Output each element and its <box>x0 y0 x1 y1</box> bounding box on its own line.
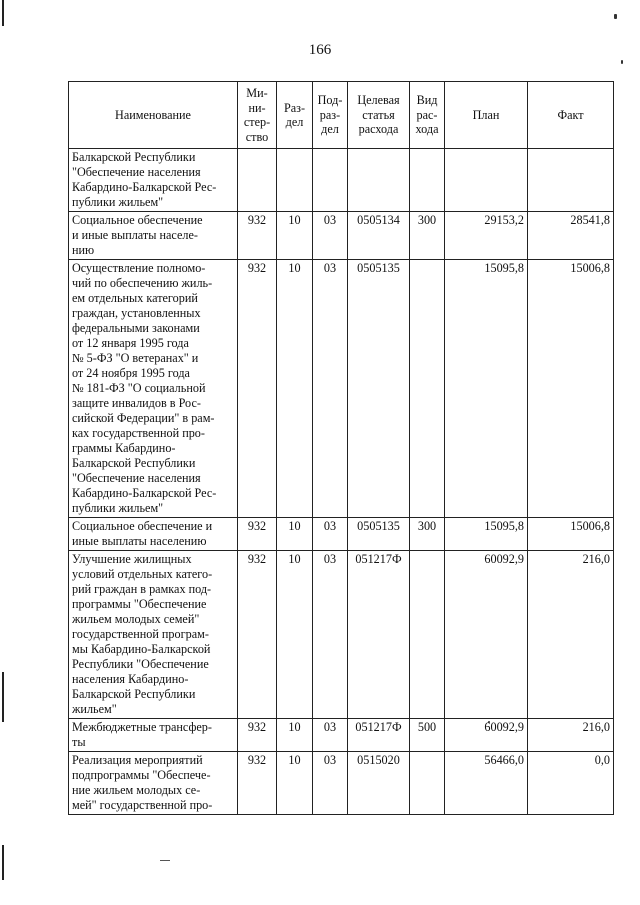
cell-expense-type: 500 <box>410 719 445 752</box>
cell-subsection: 03 <box>313 719 348 752</box>
cell-expense-type <box>410 752 445 815</box>
page-number: 166 <box>308 42 332 58</box>
cell-target: 0505135 <box>348 260 410 518</box>
scan-speck <box>621 60 623 64</box>
cell-section: 10 <box>277 551 313 719</box>
budget-table <box>68 81 614 815</box>
cell-expense-type <box>410 260 445 518</box>
cell-fact <box>528 149 614 212</box>
cell-subsection: 03 <box>313 551 348 719</box>
cell-target: 0505134 <box>348 212 410 260</box>
cell-plan: 60092,9 <box>445 719 528 752</box>
scan-margin-mark <box>2 0 4 26</box>
header-fact: Факт <box>528 82 614 149</box>
cell-section <box>277 149 313 212</box>
cell-name: Осуществление полномо- чий по обеспечению жиль- ем отдельных категорий граждан, установленных федеральными законами от 12 января 1995 года № 5-ФЗ "О ветеранах" и от 24 ноября 1995 года № 181-ФЗ "О социальной защите инвалидов в Рос- сийской Федерации" в рам- ках государственной про- граммы Кабардино- Балкарской Республики "Обеспечение населения Кабардино-Балкарской Рес- публики жильем" <box>69 260 238 518</box>
cell-name: Улучшение жилищных условий отдельных катего- рий граждан в рамках под- программы "Обеспечение жильем молодых семей" государственной програм- мы Кабардино-Балкарской Республики "Обеспечение населения Кабардино- Балкарской Республики жильем" <box>69 551 238 719</box>
cell-plan: 15095,8 <box>445 260 528 518</box>
cell-expense-type: 300 <box>410 518 445 551</box>
cell-subsection <box>313 149 348 212</box>
cell-expense-type <box>410 149 445 212</box>
cell-expense-type: 300 <box>410 212 445 260</box>
header-plan: План <box>445 82 528 149</box>
table-row <box>69 551 614 719</box>
cell-ministry: 932 <box>238 518 277 551</box>
table-row <box>69 518 614 551</box>
cell-ministry: 932 <box>238 212 277 260</box>
table-row <box>69 719 614 752</box>
cell-plan: 15095,8 <box>445 518 528 551</box>
cell-plan: 56466,0 <box>445 752 528 815</box>
table-row <box>69 260 614 518</box>
cell-fact: 0,0 <box>528 752 614 815</box>
table-row <box>69 212 614 260</box>
cell-ministry: 932 <box>238 260 277 518</box>
cell-section: 10 <box>277 518 313 551</box>
header-ministry: Ми- ни- стер- ство <box>238 82 277 149</box>
cell-fact: 28541,8 <box>528 212 614 260</box>
cell-name: Социальное обеспечение и иные выплаты населе- нию <box>69 212 238 260</box>
cell-plan: 60092,9 <box>445 551 528 719</box>
cell-section: 10 <box>277 260 313 518</box>
cell-subsection: 03 <box>313 518 348 551</box>
cell-expense-type <box>410 551 445 719</box>
scan-margin-mark <box>2 672 4 722</box>
cell-fact: 216,0 <box>528 551 614 719</box>
cell-ministry: 932 <box>238 752 277 815</box>
cell-name: Социальное обеспечение и иные выплаты населению <box>69 518 238 551</box>
cell-section: 10 <box>277 752 313 815</box>
scan-margin-mark <box>2 845 4 880</box>
cell-ministry <box>238 149 277 212</box>
cell-ministry: 932 <box>238 719 277 752</box>
header-subsection: Под- раз- дел <box>313 82 348 149</box>
cell-name: Межбюджетные трансфер- ты <box>69 719 238 752</box>
cell-target: 051217Ф <box>348 551 410 719</box>
cell-target: 051217Ф <box>348 719 410 752</box>
header-name: Наименование <box>69 82 238 149</box>
table-row <box>69 752 614 815</box>
header-section: Раз- дел <box>277 82 313 149</box>
cell-fact: 15006,8 <box>528 260 614 518</box>
cell-plan <box>445 149 528 212</box>
cell-target: 0515020 <box>348 752 410 815</box>
cell-name: Реализация мероприятий подпрограммы "Обеспече- ние жильем молодых се- мей" государственной про- <box>69 752 238 815</box>
table-header-row <box>69 82 614 149</box>
cell-target: 0505135 <box>348 518 410 551</box>
cell-subsection: 03 <box>313 752 348 815</box>
table-row <box>69 149 614 212</box>
cell-target <box>348 149 410 212</box>
cell-name: Балкарской Республики "Обеспечение населения Кабардино-Балкарской Рес- публики жильем" <box>69 149 238 212</box>
cell-plan: 29153,2 <box>445 212 528 260</box>
cell-subsection: 03 <box>313 212 348 260</box>
cell-section: 10 <box>277 212 313 260</box>
cell-section: 10 <box>277 719 313 752</box>
header-expense-type: Вид рас- хода <box>410 82 445 149</box>
cell-fact: 15006,8 <box>528 518 614 551</box>
cell-subsection: 03 <box>313 260 348 518</box>
header-target: Целевая статья расхода <box>348 82 410 149</box>
scan-speck <box>614 14 617 19</box>
cell-fact: 216,0 <box>528 719 614 752</box>
cell-ministry: 932 <box>238 551 277 719</box>
scan-bottom-mark <box>160 860 170 861</box>
